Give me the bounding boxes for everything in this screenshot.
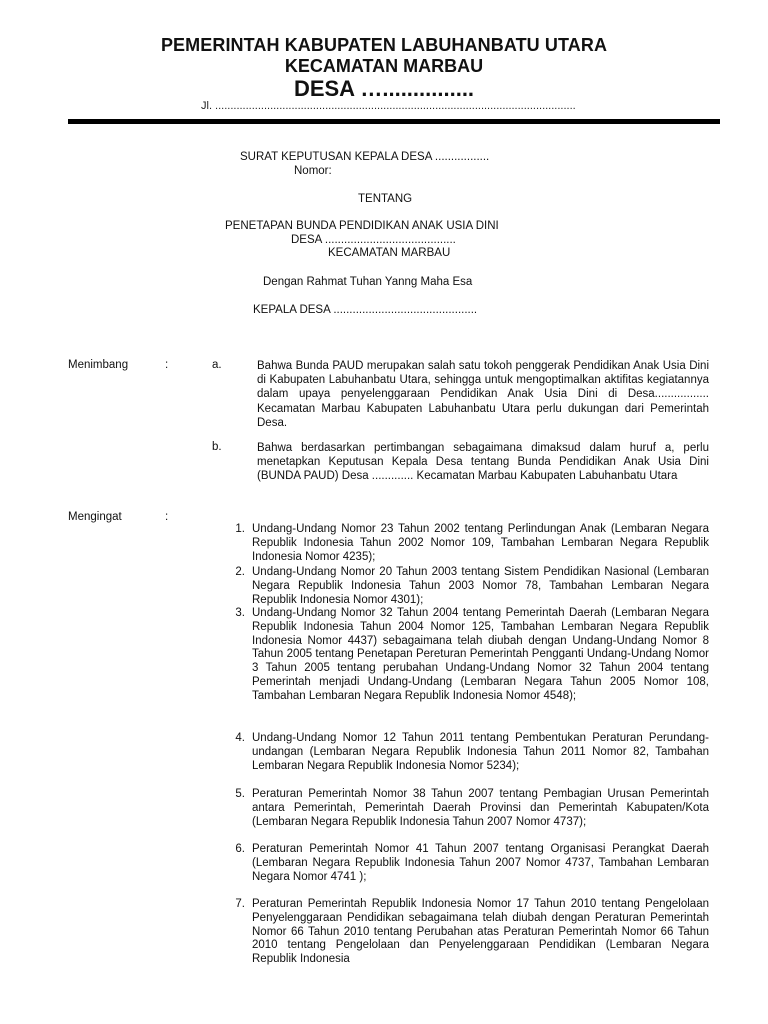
header-village: DESA …............... — [293, 76, 475, 101]
mengingat-2-text: Undang-Undang Nomor 20 Tahun 2003 tentang Sistem Pendidikan Nasional (Lembaran Negara Republik Indonesia Tahun 2003 Nomor 78, Tambahan Lembaran Negara Republik Indonesia Nomor 4301); — [252, 566, 709, 606]
mengingat-7-num: 7. — [235, 898, 245, 910]
mengingat-1-text: Undang-Undang Nomor 23 Tahun 2002 tentang Perlindungan Anak (Lembaran Negara Republik Indonesia Tahun 2002 Nomor 109, Tambahan Lembaran Negara Republik Indonesia Nomor 4235); — [252, 523, 709, 563]
menimbang-colon: : — [165, 359, 169, 371]
menimbang-a-text: Bahwa Bunda PAUD merupakan salah satu tokoh penggerak Pendidikan Anak Usia Dini di Kabupaten Labuhanbatu Utara, sehingga untuk mengoptimalkan aktifitas kegiatannya dalam upaya penyelenggaraan Pendidikan Anak Usia Dini di Desa................. Kecamatan Marbau Kabupaten Labuhanbatu Utara perlu dukungan dari Pemerintah Desa. — [257, 360, 709, 429]
header-address: Jl. ...................................................................................................................... — [201, 100, 576, 112]
decree-blessing: Dengan Rahmat Tuhan Yanng Maha Esa — [263, 276, 473, 288]
decree-number: Nomor: — [294, 165, 332, 177]
mengingat-colon: : — [165, 511, 169, 523]
menimbang-b-letter: b. — [212, 441, 222, 453]
mengingat-3-num: 3. — [235, 607, 245, 619]
mengingat-3-text: Undang-Undang Nomor 32 Tahun 2004 tentang Pemerintah Daerah (Lembaran Negara Republik Indonesia Tahun 2004 Nomor 125, Tambahan Lembaran Negara Republik Indonesia Nomor 4437) sebagaimana telah diubah dengan Undang-Undang Nomor 8 Tahun 2005 tentang Penetapan Pereturan Pemerintah Pengganti Undang-Undang Nomor 3 Tahun 2005 tentang perubahan Undang-Undang Nomor 32 Tahun 2004 tentang Pemerintah menjadi Undang-Undang (Lembaran Negara Tahun 2005 Nomor 108, Tambahan Lembaran Negara Republik Indonesia Nomor 4548); — [252, 607, 709, 702]
mengingat-2-num: 2. — [235, 566, 245, 578]
mengingat-1-num: 1. — [235, 523, 245, 535]
decree-subject-line1: PENETAPAN BUNDA PENDIDIKAN ANAK USIA DINI — [225, 220, 499, 232]
mengingat-4-num: 4. — [235, 732, 245, 744]
decree-tentang: TENTANG — [358, 193, 413, 205]
mengingat-5-num: 5. — [235, 788, 245, 800]
menimbang-a-letter: a. — [212, 359, 222, 371]
mengingat-6-num: 6. — [235, 843, 245, 855]
header-district: KECAMATAN MARBAU — [284, 56, 484, 76]
decree-subject-line2: DESA ......................................... — [291, 234, 456, 246]
mengingat-7-text: Peraturan Pemerintah Republik Indonesia Nomor 17 Tahun 2010 tentang Pengelolaan Penyelenggaraan Pendidikan sebagaimana telah diubah dengan Peraturan Pemerintah Nomor 66 Tahun 2010 tentang Perubahan atas Peraturan Pemerintah Nomor 66 Tahun 2010 tentang Pengelolaan dan Penyelenggaraan Pendidikan (Lembaran Negara Republik Indonesia — [252, 898, 709, 966]
header-government: PEMERINTAH KABUPATEN LABUHANBATU UTARA — [160, 35, 608, 55]
mengingat-4-text: Undang-Undang Nomor 12 Tahun 2011 tentang Pembentukan Peraturan Perundang-undangan (Lembaran Negara Republik Indonesia Tahun 2011 Nomor 82, Tambahan Lembaran Negara Republik Indonesia Nomor 5234); — [252, 732, 709, 772]
decree-title: SURAT KEPUTUSAN KEPALA DESA ................. — [240, 151, 490, 163]
header-divider — [68, 119, 720, 124]
menimbang-label: Menimbang — [68, 359, 129, 371]
decree-kepala-desa: KEPALA DESA ............................................. — [253, 304, 478, 316]
decree-subject-line3: KECAMATAN MARBAU — [328, 247, 451, 259]
mengingat-label: Mengingat — [68, 511, 122, 523]
menimbang-b-text: Bahwa berdasarkan pertimbangan sebagaimana dimaksud dalam huruf a, perlu menetapkan Keputusan Kepala Desa tentang Bunda Pendidikan Anak Usia Dini (BUNDA PAUD) Desa ............. Kecamatan Marbau Kabupaten Labuhanbatu Utara — [257, 442, 709, 483]
mengingat-5-text: Peraturan Pemerintah Nomor 38 Tahun 2007 tentang Pembagian Urusan Pemerintah antara Pemerintah, Pemerintah Daerah Provinsi dan Pemerintah Kabupaten/Kota (Lembaran Negara Republik Indonesia Tahun 2007 Nomor 4737); — [252, 788, 709, 828]
mengingat-6-text: Peraturan Pemerintah Nomor 41 Tahun 2007 tentang Organisasi Perangkat Daerah (Lembaran Negara Republik Indonesia Tahun 2007 Nomor 4737, Tambahan Lembaran Negara Nomor 4741 ); — [252, 843, 709, 883]
